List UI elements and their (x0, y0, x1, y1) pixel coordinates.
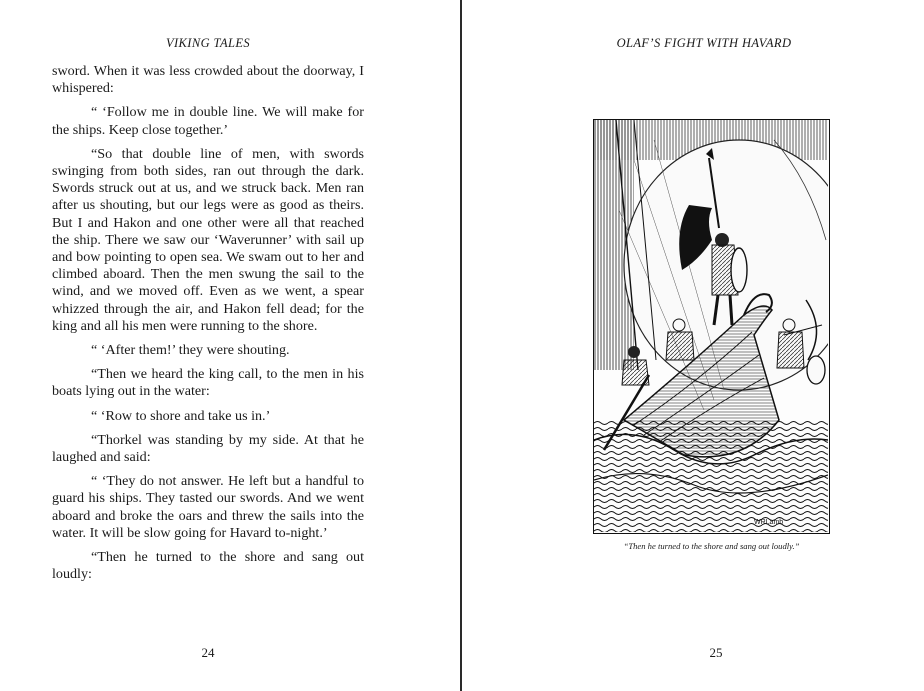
paragraph: “ ‘Follow me in double line. We will make for the ships. Keep close together.’ (52, 104, 364, 138)
paragraph: sword. When it was less crowded about the doorway, I whispered: (52, 63, 364, 97)
viking-ship-illustration (593, 119, 830, 534)
illustration-caption: “Then he turned to the shore and sang out loudly.” (623, 541, 800, 551)
illustration-drawing (594, 120, 828, 532)
sea-waves (594, 420, 828, 532)
left-page-text (52, 63, 364, 590)
right-running-head: OLAF’S FIGHT WITH HAVARD (616, 36, 792, 50)
left-page-number: 24 (201, 645, 215, 660)
paragraph: “ ‘After them!’ they were shouting. (91, 342, 290, 359)
artist-signature: WRLamb (754, 519, 784, 526)
paragraph: “Then we heard the king call, to the men in his boats lying out in the water: (52, 366, 364, 400)
paragraph: “Then he turned to the shore and sang out loudly: (52, 549, 364, 583)
left-running-head: VIKING TALES (165, 36, 251, 50)
page-gutter (460, 0, 462, 691)
paragraph: “So that double line of men, with swords swinging from both sides, ran out through the dark. Swords struck out at us, and we struck back. Men ran after us shouting, but our legs were as good as theirs. But I and Hakon and one other were all that reached the ship. There we saw our ‘Waverunner’ with sail up and bow pointing to open sea. We swam out to her and climbed aboard. Then the men swung the sail to the wind, and we moved off. Even as we went, a spear whizzed through the air, and Hakon fell dead; for the king and all his men were running to the shore. (52, 145, 364, 334)
warrior-shield (731, 248, 747, 292)
right-page-number: 25 (709, 645, 723, 660)
paragraph: “ ‘They do not answer. He left but a handful to guard his ships. They tasted our swords. And we went aboard and broke the oars and threw the sails into the water. It will be slow going for Havard to-night.’ (52, 473, 364, 541)
paragraph: “ ‘Row to shore and take us in.’ (91, 407, 271, 424)
paragraph: “Thorkel was standing by my side. At that he laughed and said: (52, 431, 364, 466)
